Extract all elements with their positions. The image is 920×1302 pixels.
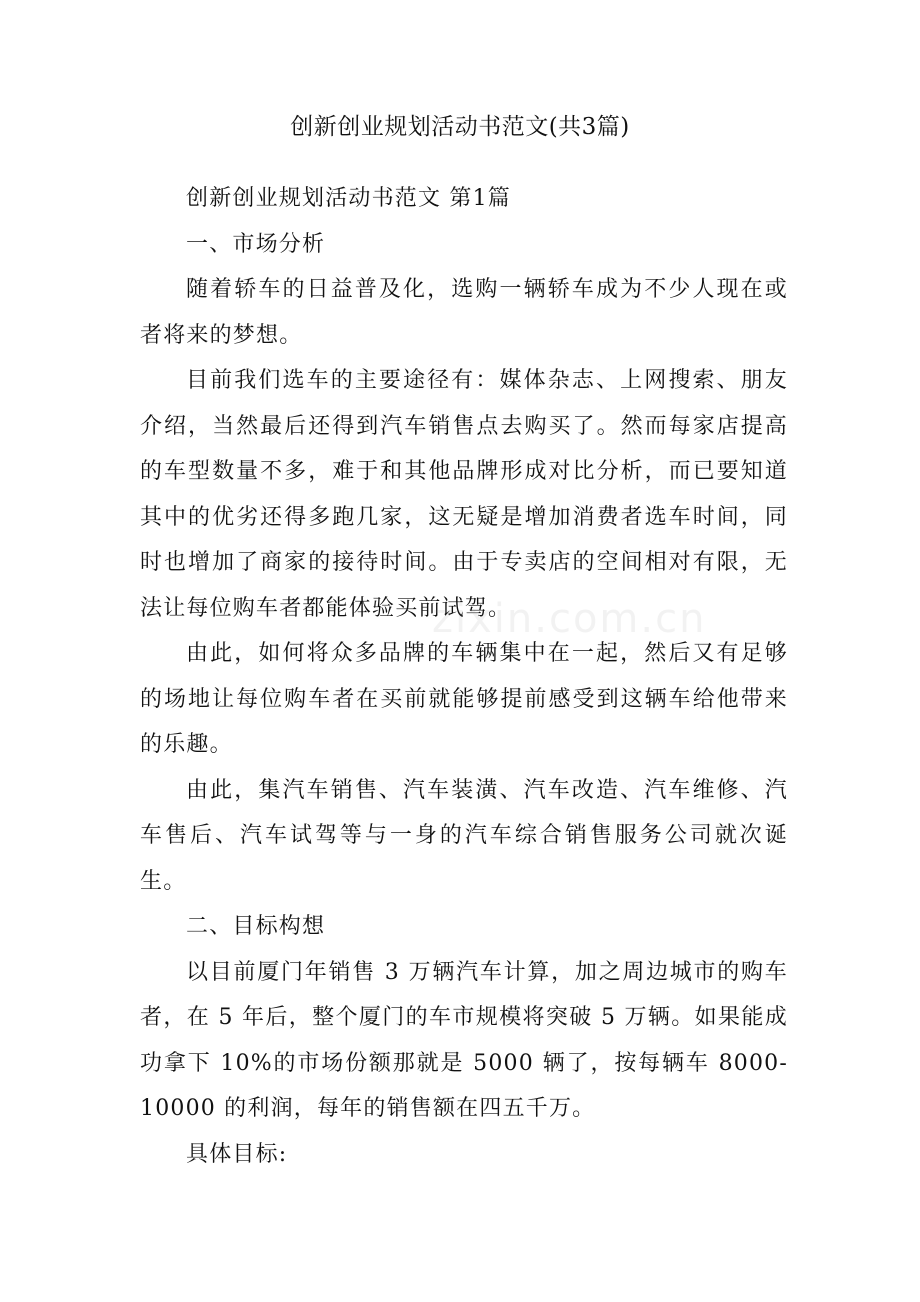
- watermark: zixin.com.cn: [432, 596, 707, 642]
- subsection-heading: 一、市场分析: [186, 231, 326, 257]
- document-body: [140, 176, 788, 1177]
- paragraph: 随着轿车的日益普及化，选购一辆轿车成为不少人现在或者将来的梦想。: [140, 277, 788, 348]
- paragraph: 目前我们选车的主要途径有：媒体杂志、上网搜索、朋友介绍，当然最后还得到汽车销售点去购买了。然而每家店提高的车型数量不多，难于和其他品牌形成对比分析，而已要知道其中的优劣还得多跑几家，这无疑是增加消费者选车时间，同时也增加了商家的接待时间。由于专卖店的空间相对有限，无法让每位购车者都能体验买前试驾。: [140, 368, 788, 621]
- paragraph: 以目前厦门年销售 3 万辆汽车计算，加之周边城市的购车者，在 5 年后，整个厦门的车市规模将突破 5 万辆。如果能成功拿下 10%的市场份额那就是 5000 辆了，按每辆车 8000-10000 的利润，每年的销售额在四五千万。: [140, 959, 788, 1121]
- paragraph: 具体目标:: [186, 1141, 288, 1167]
- subsection-heading: 二、目标构想: [186, 914, 326, 939]
- paragraph: 由此，如何将众多品牌的车辆集中在一起，然后又有足够的场地让每位购车者在买前就能够提前感受到这辆车给他带来的乐趣。: [140, 641, 788, 757]
- paragraph: 由此，集汽车销售、汽车装潢、汽车改造、汽车维修、汽车售后、汽车试驾等与一身的汽车综合销售服务公司就次诞生。: [140, 777, 788, 894]
- section-heading: 创新创业规划活动书范文 第1篇: [186, 186, 511, 211]
- document-title: 创新创业规划活动书范文(共3篇): [290, 114, 630, 140]
